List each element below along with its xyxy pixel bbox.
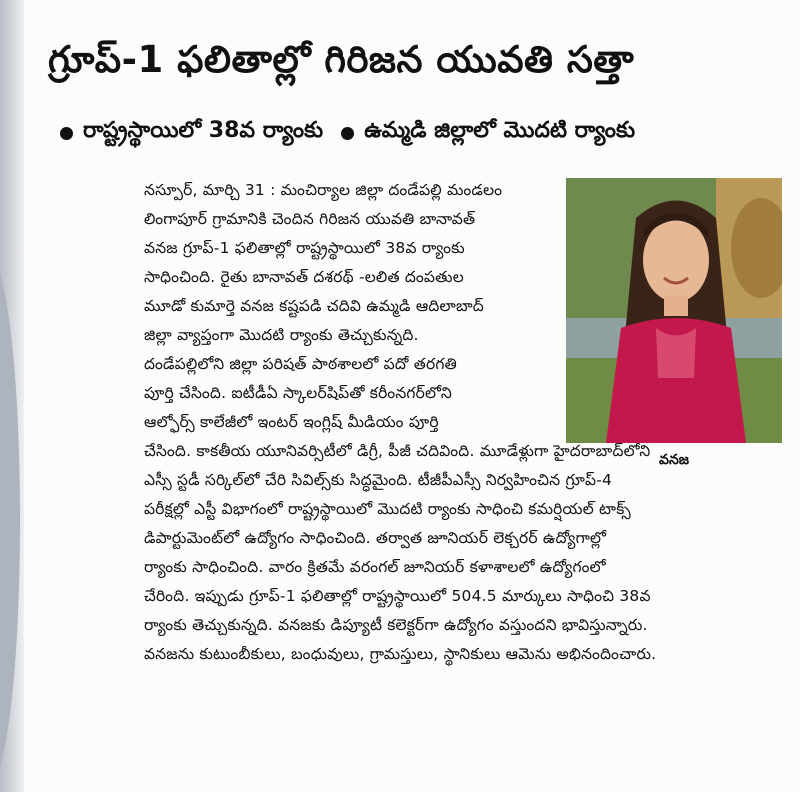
subhead-1: రాష్ట్రస్థాయిలో 38వ ర్యాంకు [83,118,324,143]
body-line: జిల్లా వ్యాప్తంగా మొదటి ర్యాంకు తెచ్చుకున్నది. [144,326,419,344]
article-body [144,181,800,674]
subheadline [60,118,800,148]
body-line: మూడో కుమార్తె వనజ కష్టపడి చదివి ఉమ్మడి ఆదిలాబాద్ [144,297,484,315]
bullet-icon [60,127,73,140]
photo-caption: వనజ [658,452,690,468]
body-line: పూర్తి చేసింది. ఐటీడీఏ స్కాలర్‌షిప్‌తో కరీంనగర్‌లోని [144,384,452,402]
body-line: వనజ గ్రూప్-1 ఫలితాల్లో రాష్ట్రస్థాయిలో 38వ ర్యాంకు [144,239,465,257]
body-line: నస్పూర్, మార్చి 31 : మంచిర్యాల జిల్లా దండేపల్లి మండలం [144,181,503,199]
body-line: దండేపల్లిలోని జిల్లా పరిషత్ పాఠశాలలో పదో తరగతి [144,355,457,373]
subhead-2: ఉమ్మడి జిల్లాలో మొదటి ర్యాంకు [364,118,636,143]
body-line: వనజను కుటుంబీకులు, బంధువులు, గ్రామస్తులు, స్థానికులు ఆమెను అభినందించారు. [144,645,657,663]
body-line: ఎస్సీ స్టడీ సర్కిల్‌లో చేరి సివిల్స్‌కు సిద్ధమైంది. టీజీపీఎస్సీ నిర్వహించిన గ్రూప్-4 [144,471,613,489]
body-line: పరీక్షల్లో ఎస్టీ విభాగంలో రాష్ట్రస్థాయిలో మొదటి ర్యాంకు సాధించి కమర్షియల్ టాక్స్ [144,500,631,518]
body-line: లింగాపూర్ గ్రామానికి చెందిన గిరిజన యువతి బానావత్ [144,210,476,228]
body-line: ఆల్ఫోర్స్ కాలేజీలో ఇంటర్ ఇంగ్లిష్ మీడియం పూర్తి [144,413,439,431]
headline: గ్రూప్-1 ఫలితాల్లో గిరిజన యువతి సత్తా [48,38,635,81]
bullet-icon [341,127,354,140]
body-line: సాధించింది. రైతు బానావత్ దశరథ్ -లలిత దంపతుల [144,268,464,286]
body-line: ర్యాంకు సాధించింది. వారం క్రితమే వరంగల్ జూనియర్ కళాశాలలో ఉద్యోగంలో [144,558,606,576]
body-line: చేసింది. కాకతీయ యూనివర్సిటీలో డిగ్రీ, పీజీ చదివింది. మూడేళ్లుగా హైదరాబాద్‌లోని [144,442,651,460]
body-line: చేరింది. ఇప్పుడు గ్రూప్-1 ఫలితాల్లో రాష్ట్రస్థాయిలో 504.5 మార్కులు సాధించి 38వ [144,587,651,605]
body-line: డిపార్టుమెంట్‌లో ఉద్యోగం సాధించింది. తర్వాత జూనియర్ లెక్చరర్ ఉద్యోగాల్లో [144,529,607,547]
body-line: ర్యాంకు తెచ్చుకున్నది. వనజకు డిప్యూటీ కలెక్టర్‌గా ఉద్యోగం వస్తుందని భావిస్తున్నారు. [144,616,648,634]
newspaper-clipping [26,0,800,792]
